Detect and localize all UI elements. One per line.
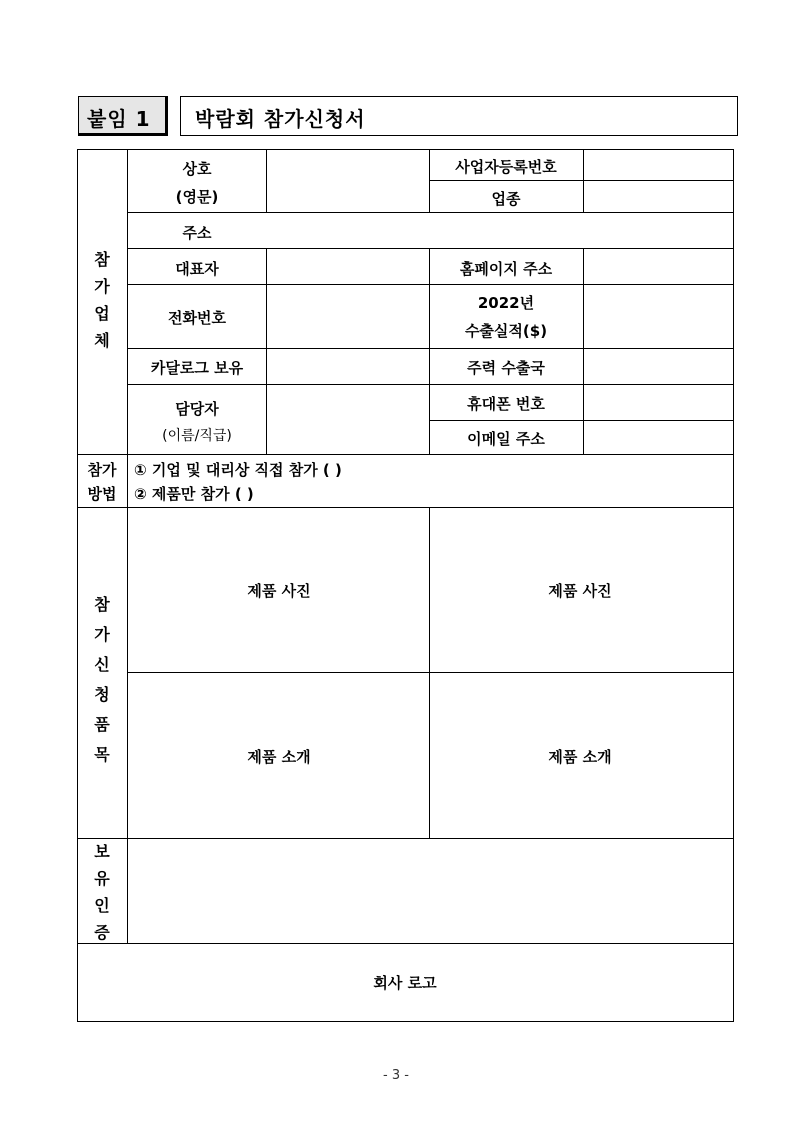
form-title-box [180,96,738,136]
export-performance-label: 수출실적($) [464,322,548,340]
address-field[interactable] [267,213,733,248]
biz-reg-number-field[interactable] [584,150,733,180]
biz-reg-number-label: 사업자등록번호 [455,158,557,176]
section-label-products: 참 가 신 청 품 목 [94,595,110,764]
attachment-tag-text: 붙임 1 [87,107,151,131]
method-label-line2: 방법 [87,485,117,503]
certification-field[interactable] [128,839,733,943]
contact-person-sub-label: (이름/직급) [162,428,232,444]
phone-label: 전화번호 [168,309,226,327]
export-performance-field[interactable] [584,285,733,348]
section-label-company: 참 가 업 체 [94,250,110,350]
contact-person-field[interactable] [267,385,428,454]
product-intro-1-label: 제품 소개 [247,748,311,766]
catalog-label: 카달로그 보유 [150,359,244,377]
ceo-label: 대표자 [175,260,219,278]
email-label: 이메일 주소 [467,430,545,448]
industry-field[interactable] [584,181,733,212]
method-option-direct[interactable]: ① 기업 및 대리상 직접 참가 ( ) [134,461,342,479]
homepage-field[interactable] [584,249,733,284]
mobile-label: 휴대폰 번호 [467,395,545,413]
product-intro-2-label: 제품 소개 [548,748,612,766]
product-photo-1-label: 제품 사진 [247,582,311,600]
page-number: - 3 - [383,1068,409,1083]
company-name-field[interactable] [267,150,428,212]
form-title: 박람회 참가신청서 [195,107,366,131]
section-label-certification: 보 유 인 증 [94,842,110,942]
main-export-country-label: 주력 수출국 [467,359,545,377]
industry-label: 업종 [491,190,521,208]
phone-field[interactable] [267,285,428,348]
main-export-country-field[interactable] [584,349,733,384]
company-name-label: 상호 [182,160,212,178]
attachment-tag [78,96,168,136]
catalog-field[interactable] [267,349,428,384]
export-year-label: 2022년 [477,294,535,312]
company-logo-label: 회사 로고 [373,974,437,992]
mobile-field[interactable] [584,385,733,420]
company-name-sub-label: (영문) [175,188,219,206]
method-label-line1: 참가 [87,461,117,479]
method-option-product-only[interactable]: ② 제품만 참가 ( ) [134,485,254,503]
homepage-label: 홈페이지 주소 [459,260,553,278]
product-photo-2-label: 제품 사진 [548,582,612,600]
contact-person-label: 담당자 [175,400,219,418]
ceo-field[interactable] [267,249,428,284]
email-field[interactable] [584,421,733,454]
address-label: 주소 [182,224,212,242]
